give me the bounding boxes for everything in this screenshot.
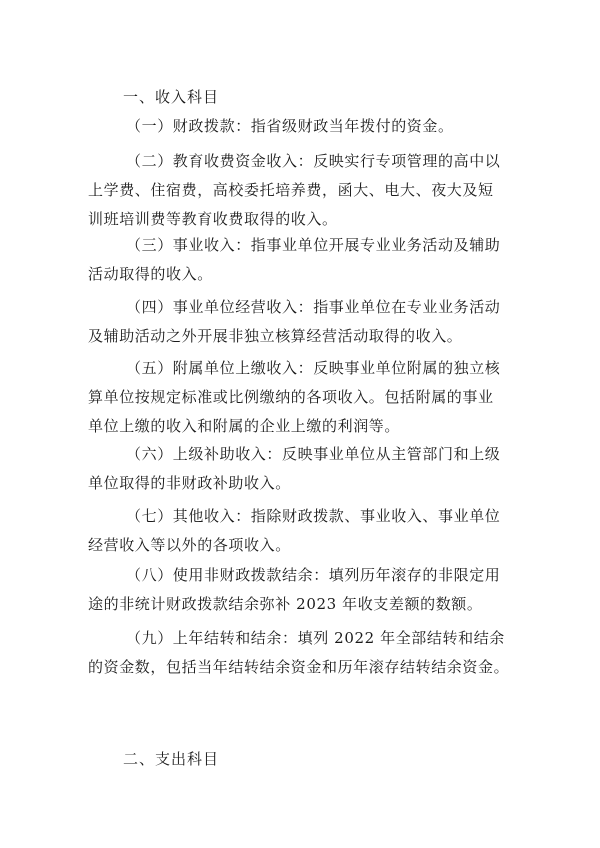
paragraph-line: （九）上年结转和结余：填列 2022 年全部结转和结余 <box>126 629 505 647</box>
paragraph-line: 及辅助活动之外开展非独立核算经营活动取得的收入。 <box>88 327 463 345</box>
paragraph-line: 途的非统计财政拨款结余弥补 2023 年收支差额的数额。 <box>88 595 483 613</box>
section-heading-expenditure: 二、支出科目 <box>123 750 220 768</box>
paragraph-line: （八）使用非财政拨款结余：填列历年滚存的非限定用 <box>126 566 501 584</box>
paragraph-line: 上学费、住宿费，高校委托培养费，函大、电大、夜大及短 <box>88 181 494 199</box>
paragraph-line: （二）教育收费资金收入：反映实行专项管理的高中以 <box>126 152 501 170</box>
paragraph-line: 的资金数，包括当年结转结余资金和历年滚存结转结余资金。 <box>88 658 510 676</box>
paragraph-line: （七）其他收入：指除财政拨款、事业收入、事业单位 <box>126 507 501 525</box>
paragraph-line: （六）上级补助收入：反映事业单位从主管部门和上级 <box>126 445 501 463</box>
paragraph-line: 算单位按规定标准或比例缴纳的各项收入。包括附属的事业 <box>88 388 494 406</box>
paragraph-6 <box>88 440 528 498</box>
paragraph-3 <box>88 231 528 289</box>
paragraph-line: 单位取得的非财政补助收入。 <box>88 474 291 492</box>
paragraph-5 <box>88 354 528 441</box>
paragraph-line: （四）事业单位经营收入：指事业单位在专业业务活动 <box>126 298 501 316</box>
paragraph-4 <box>88 293 528 351</box>
section-heading-income: 一、收入科目 <box>123 88 220 106</box>
paragraph-line: 经营收入等以外的各项收入。 <box>88 536 291 554</box>
paragraph-line: 训班培训费等教育收费取得的收入。 <box>88 210 338 228</box>
paragraph-line: 活动取得的收入。 <box>88 265 213 283</box>
paragraph-line: （一）财政拨款：指省级财政当年拨付的资金。 <box>126 117 454 135</box>
paragraph-9 <box>88 624 528 682</box>
paragraph-8 <box>88 561 528 619</box>
paragraph-7 <box>88 502 528 560</box>
paragraph-2 <box>88 147 528 234</box>
paragraph-1 <box>88 112 528 141</box>
paragraph-line: 单位上缴的收入和附属的企业上缴的利润等。 <box>88 417 401 435</box>
paragraph-line: （五）附属单位上缴收入：反映事业单位附属的独立核 <box>126 359 501 377</box>
paragraph-line: （三）事业收入：指事业单位开展专业业务活动及辅助 <box>126 236 501 254</box>
